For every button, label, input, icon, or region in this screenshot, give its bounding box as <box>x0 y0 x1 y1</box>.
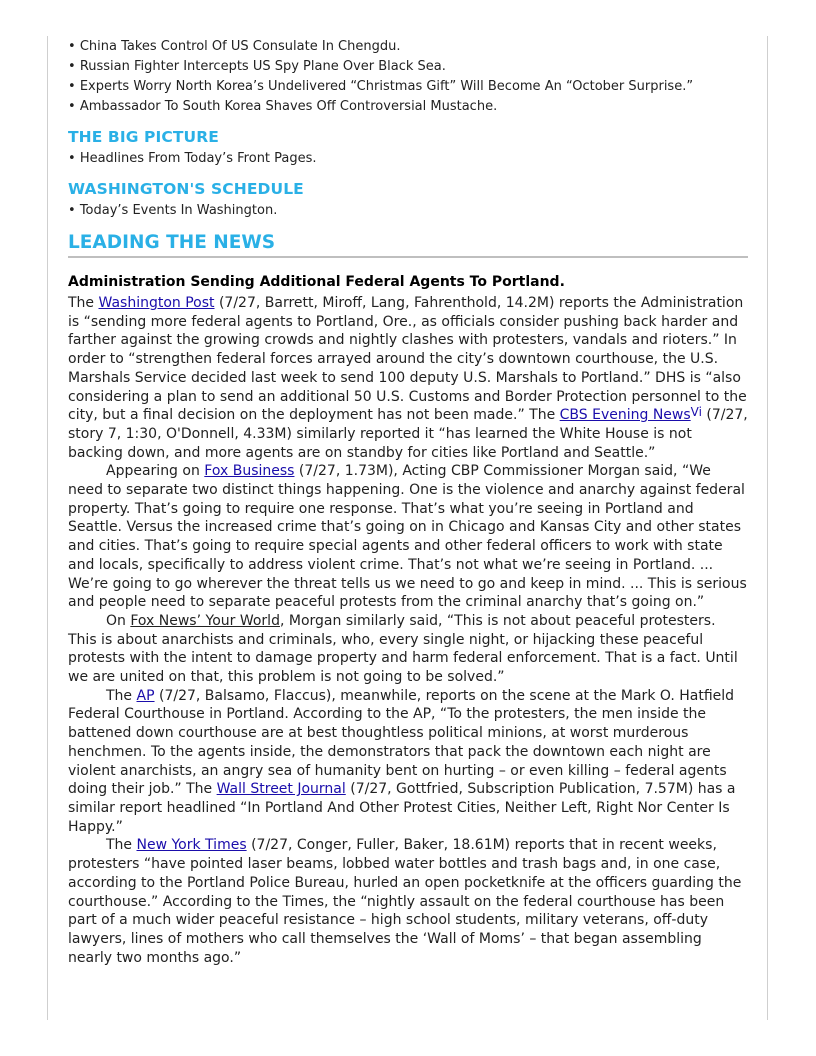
paragraph-text: (7/27, story 7, 1:30, O'Donnell, 4.33M) similarly reported it “has learned the White House is not backing down, and more agents are on standby for cities like Portland and Seattle.” <box>68 407 748 461</box>
paragraph-text: Appearing on <box>106 463 205 480</box>
video-link-marker[interactable]: Vi <box>690 405 702 420</box>
list-item[interactable]: • Russian Fighter Intercepts US Spy Plane Over Black Sea. <box>68 57 748 77</box>
story-paragraph-1 <box>68 294 748 462</box>
list-item[interactable]: • China Takes Control Of US Consulate In Chengdu. <box>68 37 748 57</box>
cbs-evening-news-link[interactable]: CBS Evening News <box>559 407 691 424</box>
list-item[interactable]: • Today’s Events In Washington. <box>68 201 748 221</box>
washington-schedule-list <box>68 201 748 221</box>
paragraph-text: The <box>68 295 99 311</box>
paragraph-text: (7/27, Gottfried, Subscription Publication, 7.57M) has a similar report headlined “In Portland And Other Protest Cities, Neither Left, Right Nor Center Is Happy.” <box>68 781 736 835</box>
story-paragraph-4 <box>68 687 748 837</box>
fox-business-link[interactable]: Fox Business <box>204 463 295 480</box>
fox-news-your-world-source: Fox News’ Your World <box>130 612 280 629</box>
ap-link[interactable]: AP <box>136 687 155 704</box>
list-item[interactable]: • Headlines From Today’s Front Pages. <box>68 149 748 169</box>
paragraph-text: (7/27, Balsamo, Flaccus), meanwhile, reports on the scene at the Mark O. Hatfield Federal Courthouse in Portland. According to the AP, “To the protesters, the men inside the battened down courthouse are at best thoughtless political minions, at worst murderous henchmen. To the agents inside, the demonstrators that pack the downtown each night are violent anarchists, an angry sea of humanity bent on hurting – or even killing – federal agents doing their job.” The <box>68 687 735 798</box>
story-paragraph-3 <box>68 612 748 687</box>
newsletter-page <box>68 37 748 967</box>
left-margin-rule <box>47 36 48 1020</box>
right-margin-rule <box>767 36 768 1020</box>
paragraph-text: (7/27, Barrett, Miroff, Lang, Fahrenthold, 14.2M) reports the Administration is “sending more federal agents to Portland, Ore., as officials consider pushing back harder and farther against the growing crowds and nightly clashes with protesters, vandals and rioters.” In order to “strengthen federal forces arrayed around the city’s downtown courthouse, the U.S. Marshals Service decided last week to send 100 deputy U.S. Marshals to Portland.” DHS is “also considering a plan to send an additional 50 U.S. Customs and Border Protection personnel to the city, but a final decision on the deployment has not been made.” The <box>68 295 747 424</box>
paragraph-text: The <box>106 687 137 704</box>
wall-street-journal-link[interactable]: Wall Street Journal <box>216 781 346 798</box>
list-item[interactable]: • Ambassador To South Korea Shaves Off Controversial Mustache. <box>68 97 748 117</box>
paragraph-text: The <box>106 837 137 854</box>
leading-the-news-heading: LEADING THE NEWS <box>68 231 748 258</box>
paragraph-text: , Morgan similarly said, “This is not about peaceful protesters. This is about anarchists and criminals, who, every single night, or hijacking these peaceful protests with the intent to damage property and harm federal enforcement. That is a fact. Until we are united on that, this problem is not going to be solved.” <box>68 612 738 686</box>
story-headline[interactable]: Administration Sending Additional Federal Agents To Portland. <box>68 274 565 290</box>
washington-post-link[interactable]: Washington Post <box>98 295 215 311</box>
list-item[interactable]: • Experts Worry North Korea’s Undelivered “Christmas Gift” Will Become An “October Surprise.” <box>68 77 748 97</box>
new-york-times-link[interactable]: New York Times <box>136 837 247 854</box>
story-paragraph-5 <box>68 836 748 967</box>
story-paragraph-2 <box>68 462 748 612</box>
big-picture-list <box>68 149 748 169</box>
big-picture-heading: THE BIG PICTURE <box>68 128 219 146</box>
paragraph-text: (7/27, 1.73M), Acting CBP Commissioner Morgan said, “We need to separate two distinct things happening. One is the violence and anarchy against federal property. That’s going to require one response. That’s what you’re seeing in Portland and Seattle. Versus the increased crime that’s going on in Chicago and Kansas City and other states and cities. That’s going to require special agents and other federal officers to work with state and locals, specifically to address violent crime. That’s not what we’re seeing in Portland. ... We’re going to go wherever the threat tells us we need to go and keep in mind. ... This is serious and people need to separate peaceful protests from the criminal anarchy that’s going on.” <box>68 463 747 611</box>
intro-bullet-list <box>68 37 748 117</box>
paragraph-text: (7/27, Conger, Fuller, Baker, 18.61M) reports that in recent weeks, protesters “have pointed laser beams, lobbed water bottles and trash bags and, in one case, according to the Portland Police Bureau, hurled an open pocketknife at the officers guarding the courthouse.” According to the Times, the “nightly assault on the federal courthouse has been part of a much wider peaceful resistance – high school students, military veterans, off-duty lawyers, lines of mothers who call themselves the ‘Wall of Moms’ – that began assembling nearly two months ago.” <box>68 837 742 966</box>
paragraph-text: On <box>106 612 131 629</box>
washington-schedule-heading: WASHINGTON'S SCHEDULE <box>68 180 304 198</box>
